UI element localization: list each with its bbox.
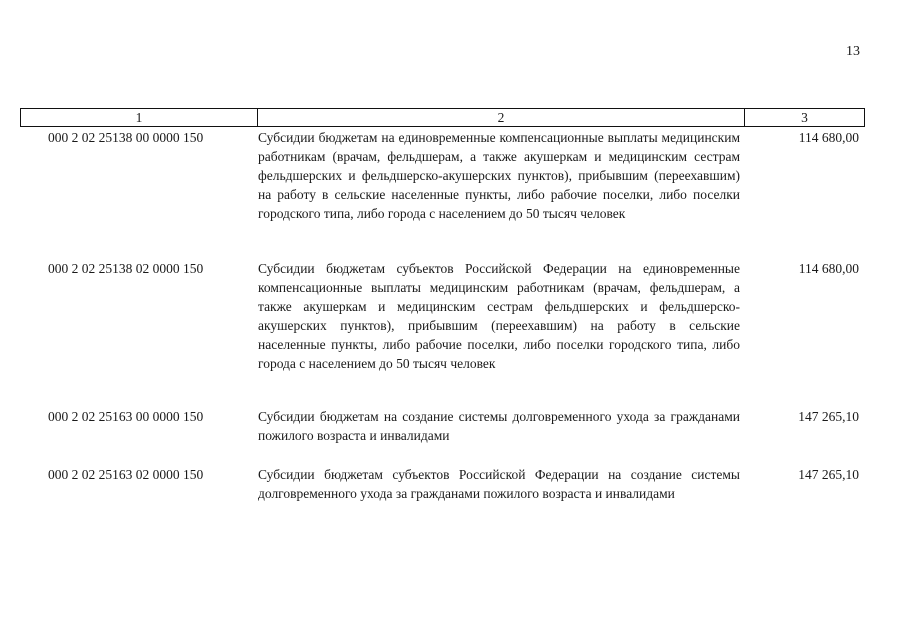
- row-description: Субсидии бюджетам на создание системы долговременного ухода за гражданами пожилого возраста и инвалидами: [258, 409, 740, 443]
- budget-code: 000 2 02 25163 02 0000 150: [48, 467, 204, 482]
- page-number: 13: [846, 44, 860, 59]
- column-header-table: [20, 108, 865, 127]
- row-amount: 147 265,10: [798, 467, 859, 482]
- budget-table-body: [20, 128, 863, 525]
- row-amount: 114 680,00: [798, 130, 859, 145]
- column-header-2: 2: [258, 109, 745, 127]
- row-description: Субсидии бюджетам субъектов Российской Федерации на единовременные компенсационные выплаты медицинским работникам (врачам, фельдшерам, а также акушеркам и медицинским сестрам фельдшерских и фельдшерско-акушерских пунктов), прибывшим (переехавшим) на работу в сельские населенные пункты, либо рабочие поселки, либо поселки городского типа, либо города с населением до 50 тысяч человек: [258, 261, 740, 371]
- table-row: [20, 407, 863, 465]
- column-header-row: [21, 109, 865, 127]
- row-amount: 114 680,00: [798, 261, 859, 276]
- budget-code: 000 2 02 25138 02 0000 150: [48, 261, 204, 276]
- budget-code: 000 2 02 25138 00 0000 150: [48, 130, 204, 145]
- table-row: [20, 465, 863, 525]
- row-description: Субсидии бюджетам субъектов Российской Федерации на создание системы долговременного ухода за гражданами пожилого возраста и инвалидами: [258, 467, 740, 501]
- column-header-3: 3: [745, 109, 865, 127]
- row-amount: 147 265,10: [798, 409, 859, 424]
- column-header-1: 1: [21, 109, 258, 127]
- row-description: Субсидии бюджетам на единовременные компенсационные выплаты медицинским работникам (врачам, фельдшерам, а также акушеркам и медицинским сестрам фельдшерских и фельдшерско-акушерских пунктов), прибывшим (переехавшим) на работу в сельские населенные пункты, либо рабочие поселки, либо поселки городского типа, либо города с населением до 50 тысяч человек: [258, 130, 740, 221]
- budget-code: 000 2 02 25163 00 0000 150: [48, 409, 204, 424]
- table-row: [20, 128, 863, 259]
- table-row: [20, 259, 863, 407]
